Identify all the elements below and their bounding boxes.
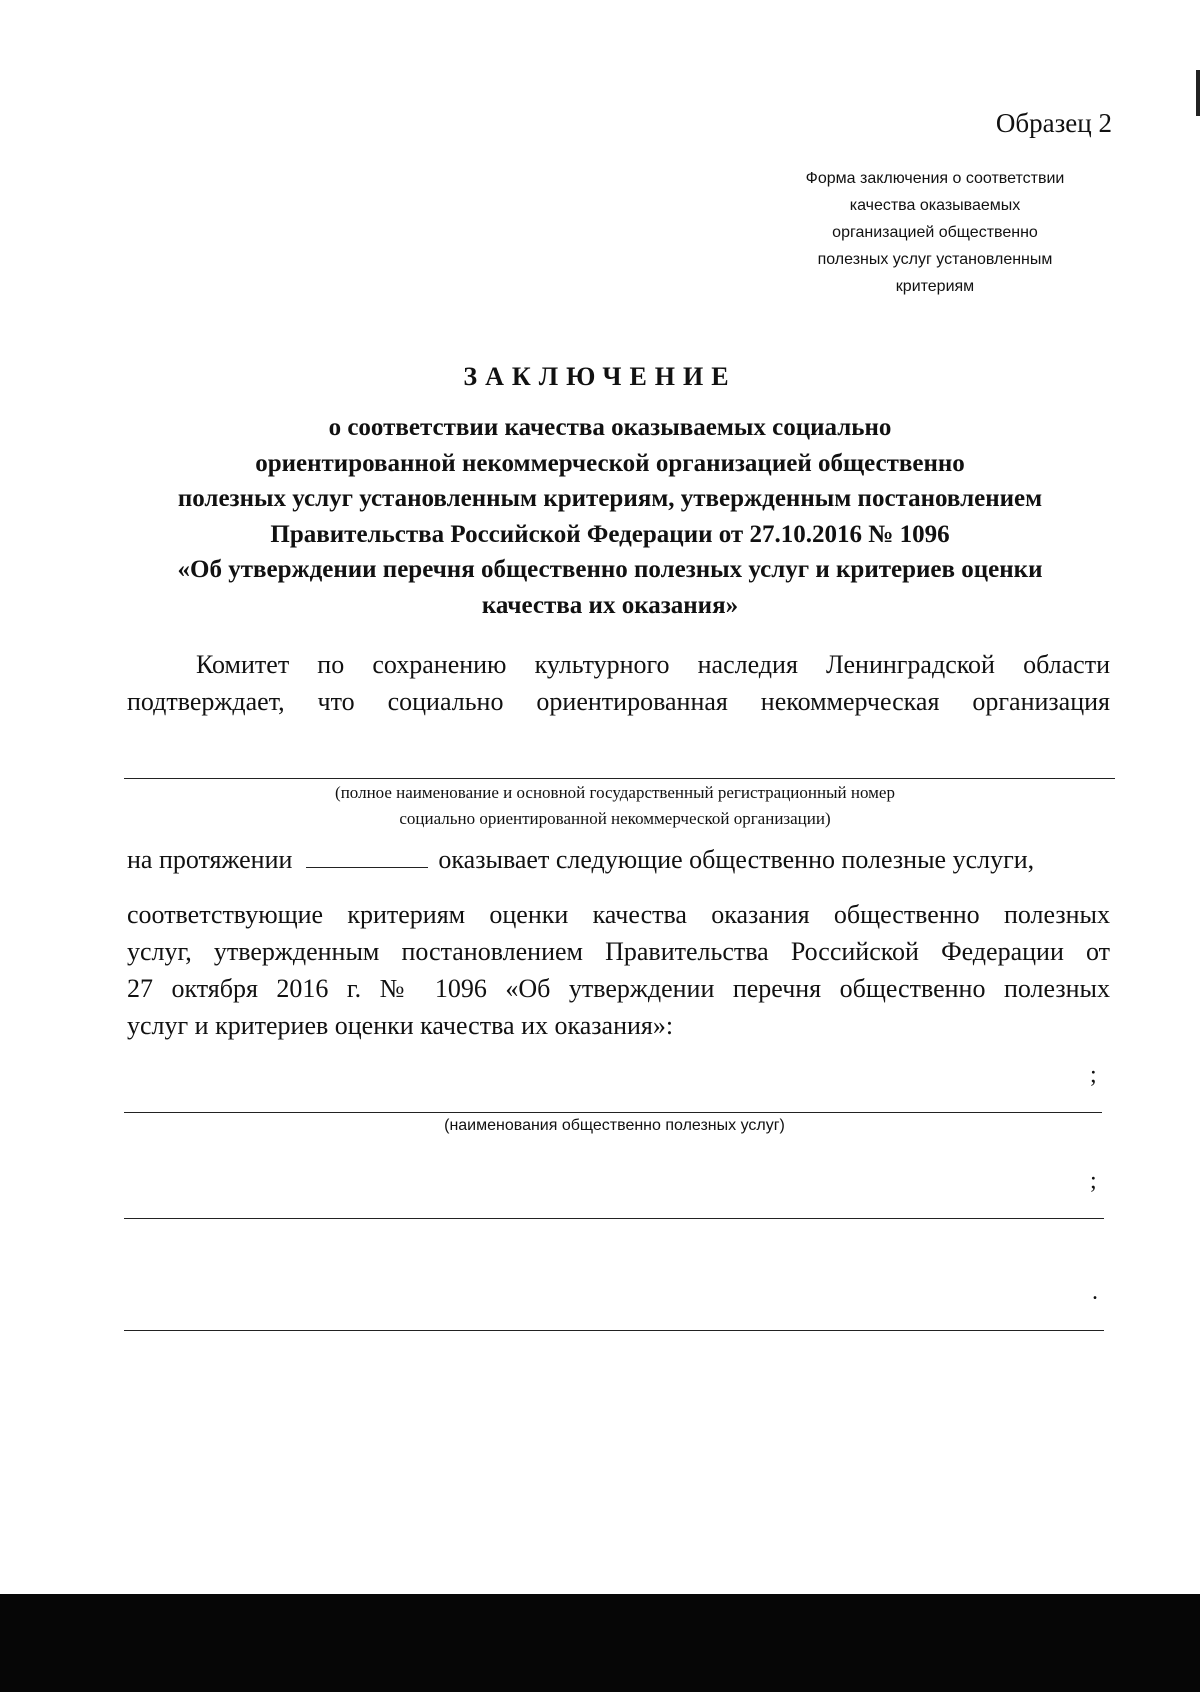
org-caption — [200, 780, 1030, 832]
line-end-mark: . — [1092, 1279, 1098, 1305]
org-name-line — [124, 778, 1115, 779]
form-note-line: качества оказываемых — [849, 197, 1021, 214]
form-note-line: полезных услуг установленным — [817, 251, 1053, 268]
line-end-mark: ; — [1090, 1062, 1097, 1088]
criteria-line: соответствующие критериям оценки качества оказания общественно полезных — [127, 900, 1110, 929]
scan-edge-mark — [1196, 70, 1200, 116]
subtitle-line: о соответствии качества оказываемых социально — [328, 414, 892, 441]
form-note-line: организацией общественно — [832, 224, 1038, 241]
during-prefix: на протяжении — [127, 845, 293, 874]
criteria-line: 27 октября 2016 г. № 1096 «Об утверждении перечня общественно полезных — [127, 974, 1110, 1003]
service-line-1 — [124, 1112, 1102, 1113]
form-note-line: критериям — [895, 278, 975, 295]
document-title: ЗАКЛЮЧЕНИЕ — [463, 362, 737, 391]
document-subtitle — [100, 410, 1120, 623]
services-caption: (наименования общественно полезных услуг) — [444, 1117, 785, 1134]
subtitle-line: Правительства Российской Федерации от 27.10.2016 № 1096 — [270, 520, 950, 548]
criteria-line: услуг и критериев оценки качества их оказания»: — [127, 1011, 674, 1040]
intro-line: Комитет по сохранению культурного наследия Ленинградской области — [196, 650, 1110, 679]
subtitle-line: ориентированной некоммерческой организацией общественно — [255, 449, 965, 477]
intro-line: подтверждает, что социально ориентированная некоммерческая организация — [127, 687, 1110, 716]
service-line-2 — [124, 1218, 1104, 1219]
scan-footer-bar — [0, 1594, 1200, 1692]
criteria-paragraph — [127, 896, 1110, 1044]
form-note-line: Форма заключения о соответствии — [805, 170, 1065, 187]
period-blank — [306, 843, 428, 868]
org-caption-line: социально ориентированной некоммерческой организации) — [399, 809, 831, 828]
criteria-line: услуг, утвержденным постановлением Правительства Российской Федерации от — [127, 937, 1110, 966]
during-suffix: оказывает следующие общественно полезные услуги, — [438, 845, 1035, 874]
form-note — [780, 165, 1090, 300]
subtitle-line: качества их оказания» — [481, 591, 739, 619]
org-caption-line: (полное наименование и основной государственный регистрационный номер — [335, 783, 895, 802]
sample-label: Образец 2 — [995, 108, 1112, 138]
subtitle-line: полезных услуг установленным критериям, утвержденным постановлением — [177, 485, 1043, 512]
service-line-3 — [124, 1330, 1104, 1331]
line-end-mark: ; — [1090, 1168, 1097, 1194]
intro-paragraph — [127, 646, 1110, 720]
subtitle-line: «Об утверждении перечня общественно полезных услуг и критериев оценки — [177, 556, 1043, 583]
during-line — [127, 843, 1034, 875]
